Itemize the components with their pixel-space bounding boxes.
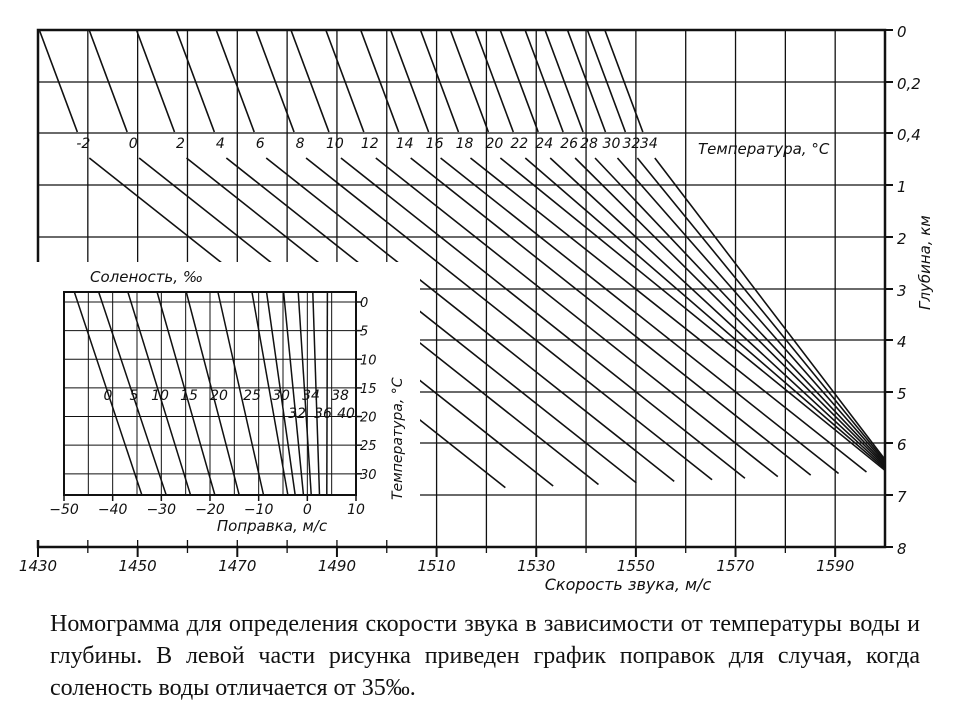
temperature-line-lower: [411, 158, 811, 475]
temperature-label: 18: [455, 136, 474, 152]
temperature-line-upper: [545, 30, 583, 132]
temperature-label: 14: [395, 136, 414, 152]
temperature-line-upper: [326, 30, 364, 132]
temperature-line-upper: [450, 30, 488, 132]
speed-tick-label: 1490: [317, 557, 357, 575]
temperature-series-title: Температура, °C: [698, 140, 830, 158]
temperature-line-upper: [136, 30, 174, 132]
depth-tick-label: 8: [897, 540, 907, 558]
depth-tick-label: 0,4: [897, 126, 921, 144]
salinity-label: 30: [272, 388, 290, 404]
salinity-label: 36: [314, 406, 332, 422]
inset-correction-tick-label: −40: [97, 502, 128, 518]
speed-axis-title: Скорость звука, м/с: [544, 575, 712, 594]
depth-tick-label: 2: [897, 230, 907, 248]
temperature-line-upper: [525, 30, 563, 132]
depth-tick-label: 0: [897, 23, 907, 41]
inset-temp-tick-label: 30: [360, 467, 377, 483]
inset-temp-axis-title: Температура, °C: [390, 377, 406, 500]
salinity-label: 20: [210, 388, 228, 404]
speed-tick-label: 1470: [218, 557, 257, 575]
salinity-line: [327, 292, 328, 495]
temperature-label: 8: [295, 136, 305, 152]
salinity-label: 32: [288, 406, 306, 422]
depth-axis-title: Глубина, км: [916, 215, 934, 310]
temperature-label: 30: [602, 136, 621, 152]
temperature-line-upper: [420, 30, 458, 132]
salinity-label: 15: [180, 388, 198, 404]
salinity-label: 0: [103, 388, 113, 404]
temperature-label: 12: [360, 136, 379, 152]
salinity-title: Соленость, ‰: [90, 268, 204, 286]
salinity-label: 25: [243, 388, 261, 404]
salinity-label: 5: [129, 388, 139, 404]
temperature-label: 24: [535, 136, 554, 152]
depth-tick-label: 4: [897, 333, 907, 351]
inset-correction-axis-title: Поправка, м/с: [216, 517, 328, 535]
salinity-label: 10: [151, 388, 169, 404]
inset-temp-tick-label: 25: [360, 439, 377, 455]
temperature-label: 34: [639, 136, 658, 152]
speed-tick-label: 1450: [118, 557, 157, 575]
temperature-label: 22: [510, 136, 529, 152]
inset-correction-tick-label: −50: [49, 502, 79, 518]
temperature-line-upper: [256, 30, 294, 132]
temperature-line-lower: [617, 158, 885, 463]
depth-tick-label: 3: [897, 282, 907, 300]
speed-tick-label: 1550: [616, 557, 655, 575]
temperature-label: 2: [176, 136, 185, 152]
temperature-label: 4: [215, 136, 225, 152]
temperature-label: 16: [425, 136, 444, 152]
depth-tick-label: 5: [897, 385, 907, 403]
inset-correction-tick-label: −30: [146, 502, 177, 518]
temperature-label: 28: [580, 136, 598, 152]
temperature-line-lower: [470, 158, 866, 472]
inset-temp-tick-label: 5: [360, 324, 369, 340]
depth-tick-label: 6: [897, 436, 907, 454]
temperature-line-upper: [391, 30, 429, 132]
salinity-label: 40: [337, 406, 355, 422]
speed-tick-label: 1510: [417, 557, 456, 575]
temperature-line-lower: [637, 158, 885, 461]
temperature-label: 26: [560, 136, 579, 152]
speed-tick-label: 1570: [716, 557, 755, 575]
temperature-line-lower: [575, 158, 885, 466]
temperature-label: 0: [128, 136, 138, 152]
temperature-line-lower: [525, 158, 885, 469]
depth-tick-label: 0,2: [897, 75, 921, 93]
inset-correction-tick-label: 10: [347, 502, 365, 518]
temperature-label: 6: [255, 136, 265, 152]
temperature-label: -2: [76, 136, 91, 152]
temperature-label: 32: [622, 136, 641, 152]
temperature-label: 20: [485, 136, 504, 152]
speed-tick-label: 1590: [816, 557, 855, 575]
temperature-line-upper: [605, 30, 643, 132]
inset-temp-tick-label: 0: [360, 296, 369, 311]
inset-correction-tick-label: −20: [195, 502, 225, 518]
temperature-line-upper: [587, 30, 625, 132]
temperature-line-lower: [655, 158, 885, 460]
temperature-line-upper: [500, 30, 538, 132]
speed-tick-label: 1530: [517, 557, 556, 575]
temperature-line-upper: [89, 30, 127, 132]
inset-temp-tick-label: 10: [360, 353, 377, 369]
temperature-line-lower: [500, 158, 885, 470]
inset-correction-tick-label: −10: [243, 502, 274, 518]
temperature-label: 10: [326, 136, 344, 152]
inset-temp-tick-label: 20: [360, 410, 377, 426]
inset-temp-tick-label: 15: [360, 381, 377, 397]
temperature-line-upper: [361, 30, 399, 132]
depth-tick-label: 7: [897, 488, 907, 506]
salinity-label: 34: [302, 388, 320, 404]
inset-correction-tick-label: 0: [302, 502, 312, 518]
depth-tick-label: 1: [897, 178, 907, 196]
figure-caption: Номограмма для определения скорости звука в зависимости от температуры воды и глубины. В левой части рисунка приведен график поправок для случая, когда соленость воды отличается от 35‰.: [50, 611, 920, 701]
salinity-label: 38: [331, 388, 349, 404]
temperature-line-upper: [176, 30, 214, 132]
temperature-line-upper: [39, 30, 77, 132]
temperature-line-upper: [291, 30, 329, 132]
salinity-correction-inset: [28, 262, 420, 540]
speed-tick-label: 1430: [18, 557, 58, 575]
temperature-line-upper: [475, 30, 513, 132]
temperature-line-upper: [216, 30, 254, 132]
